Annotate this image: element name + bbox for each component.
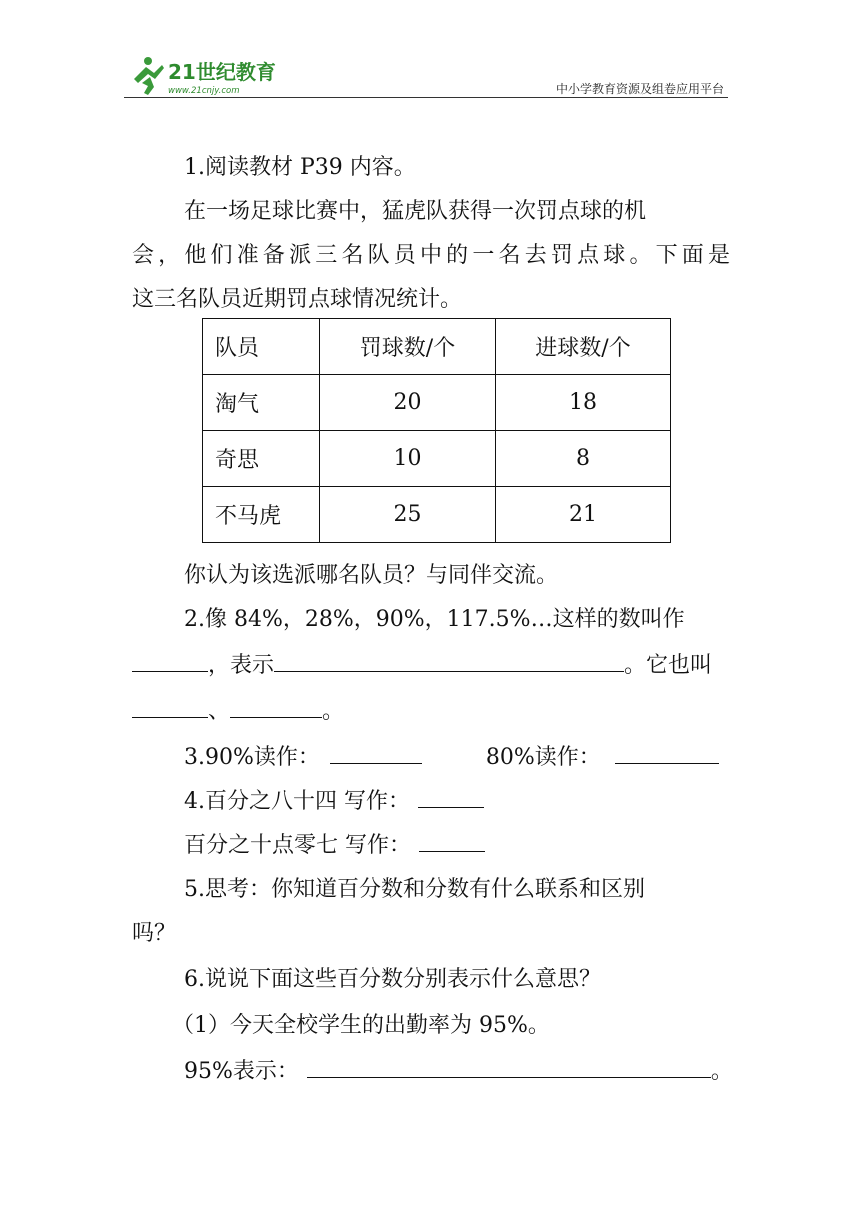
q2-line3 xyxy=(132,694,344,725)
table-cell: 淘气 xyxy=(203,375,320,431)
table-header-row xyxy=(203,319,671,375)
q2-line1: 2.像 84%，28%，90%，117.5%…这样的数叫作 xyxy=(184,607,685,632)
table-row xyxy=(203,375,671,431)
q1-para-line2: 会，他们准备派三名队员中的一名去罚点球。下面是 xyxy=(132,243,730,268)
answer-blank[interactable] xyxy=(307,1055,711,1078)
q2-line2 xyxy=(132,648,712,679)
page-header xyxy=(0,0,860,110)
table-cell: 21 xyxy=(496,487,671,543)
q1-question: 你认为该选派哪名队员？与同伴交流。 xyxy=(184,563,559,588)
q6-answer-line xyxy=(184,1054,733,1085)
q4-text: 百分之十点零七 写作： xyxy=(184,833,411,858)
q4-line1 xyxy=(184,784,484,815)
q5-line1: 5.思考：你知道百分数和分数有什么联系和区别 xyxy=(184,877,645,902)
21cnjy-logo-icon xyxy=(128,55,288,100)
table-cell: 20 xyxy=(320,375,496,431)
answer-blank[interactable] xyxy=(419,829,485,852)
q6-sub1: （1）今天全校学生的出勤率为 95%。 xyxy=(172,1013,550,1038)
table-cell: 不马虎 xyxy=(203,487,320,543)
table-header-cell: 罚球数/个 xyxy=(320,319,496,375)
answer-blank[interactable] xyxy=(132,649,208,672)
q1-para-line1: 在一场足球比赛中，猛虎队获得一次罚点球的机 xyxy=(184,199,647,224)
table-header-cell: 队员 xyxy=(203,319,320,375)
table-header-cell: 进球数/个 xyxy=(496,319,671,375)
q2-text: 。 xyxy=(322,699,345,724)
q6-text: 。 xyxy=(710,1059,733,1084)
table-cell: 10 xyxy=(320,431,496,487)
q6-title: 6.说说下面这些百分数分别表示什么意思？ xyxy=(184,967,601,992)
q1-para-line3: 这三名队员近期罚点球情况统计。 xyxy=(132,287,463,312)
q3-line xyxy=(184,740,719,771)
q5-line2: 吗？ xyxy=(132,921,177,946)
table-cell: 8 xyxy=(496,431,671,487)
svg-text:21世纪教育: 21世纪教育 xyxy=(168,60,276,84)
q4-line2 xyxy=(184,828,485,859)
q6-text: 95%表示： xyxy=(184,1059,299,1084)
table-cell: 18 xyxy=(496,375,671,431)
q1-title: 1.阅读教材 P39 内容。 xyxy=(184,155,416,180)
answer-blank[interactable] xyxy=(230,695,322,718)
answer-blank[interactable] xyxy=(330,741,422,764)
penalty-stats-table xyxy=(202,318,671,543)
header-tagline: 中小学教育资源及组卷应用平台 xyxy=(555,82,724,96)
svg-text:www.21cnjy.com: www.21cnjy.com xyxy=(168,86,240,96)
table-cell: 25 xyxy=(320,487,496,543)
header-divider xyxy=(124,97,728,98)
table-cell: 奇思 xyxy=(203,431,320,487)
answer-blank[interactable] xyxy=(418,785,484,808)
answer-blank[interactable] xyxy=(274,649,624,672)
q2-text: ，表示 xyxy=(208,653,275,678)
answer-blank[interactable] xyxy=(615,741,719,764)
q3-text: 3.90%读作： xyxy=(184,745,320,770)
q2-text: 。它也叫 xyxy=(624,653,713,678)
answer-blank[interactable] xyxy=(132,695,208,718)
q4-text: 4.百分之八十四 写作： xyxy=(184,789,410,814)
q2-text: 、 xyxy=(208,699,231,724)
q3-text: 80%读作： xyxy=(485,745,601,770)
table-row xyxy=(203,487,671,543)
table-row xyxy=(203,431,671,487)
